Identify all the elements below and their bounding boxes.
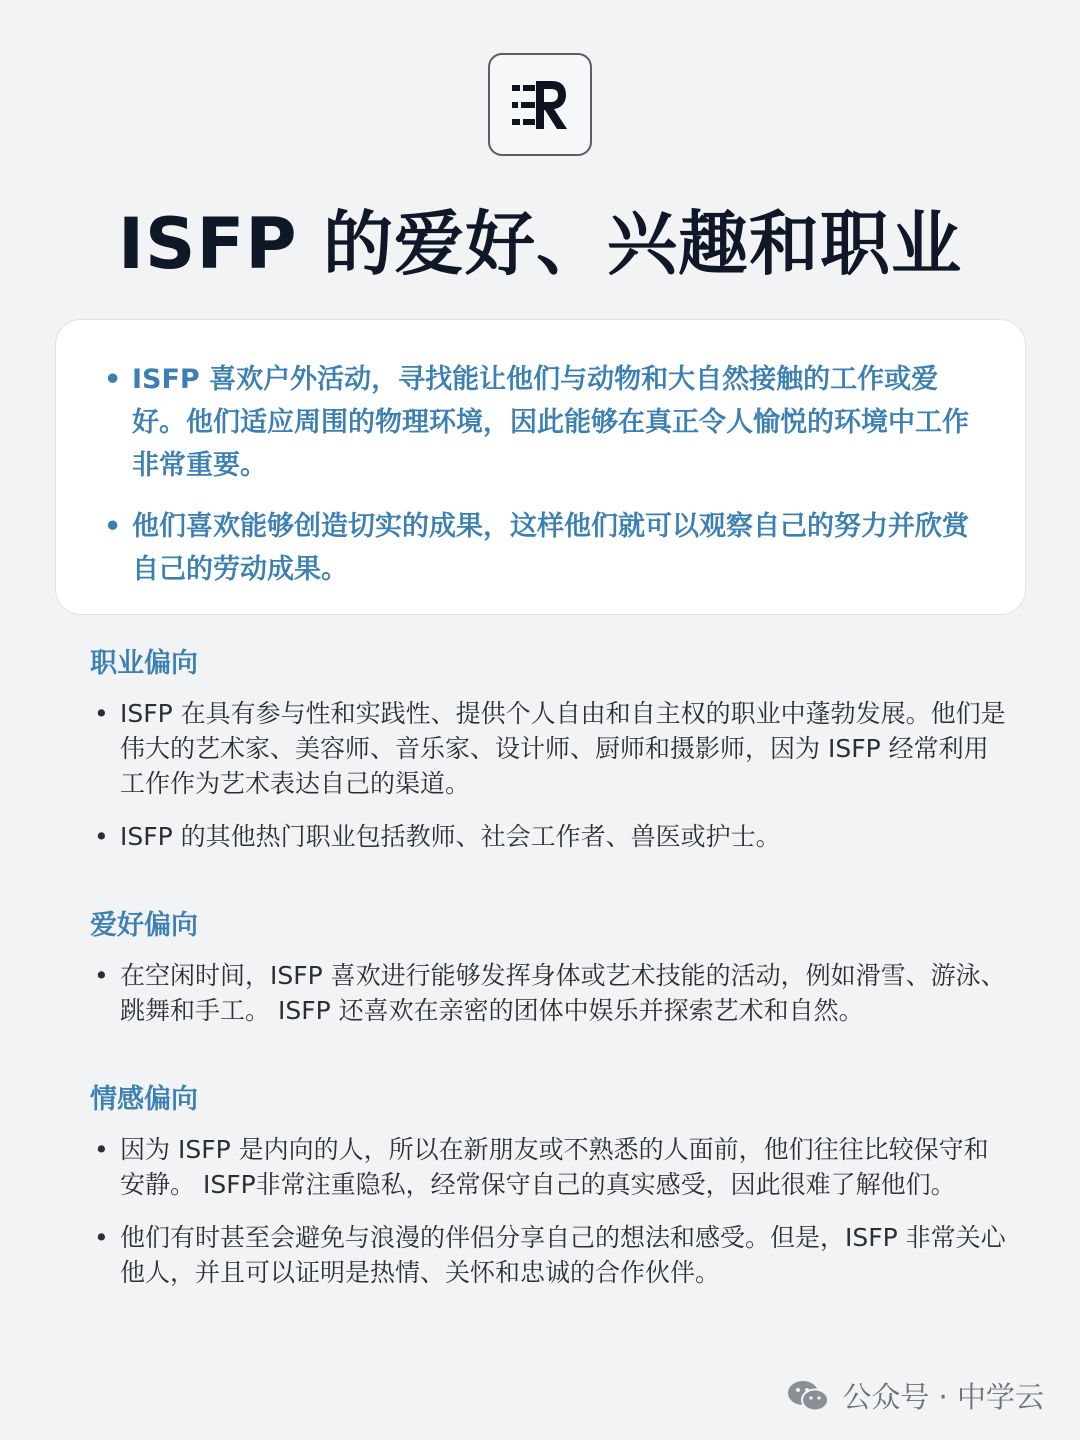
section-heading-hobby: 爱好偏向 — [90, 910, 198, 941]
list-item: • 他们有时甚至会避免与浪漫的伴侣分享自己的想法和感受。但是，ISFP 非常关心他人，并且可以证明是热情、关怀和忠诚的合作伙伴。 — [90, 1220, 1010, 1290]
emotion-section — [90, 1080, 1010, 1308]
intro-item: • 他们喜欢能够创造切实的成果，这样他们就可以观察自己的努力并欣赏自己的劳动成果。 — [104, 505, 991, 591]
footer-watermark — [786, 1375, 1044, 1416]
list-item: • ISFP 在具有参与性和实践性、提供个人自由和自主权的职业中蓬勃发展。他们是伟大的艺术家、美容师、音乐家、设计师、厨师和摄影师，因为 ISFP 经常利用工作作为艺术表达自己的渠道。 — [90, 696, 1010, 801]
hobby-section — [90, 906, 1010, 1046]
intro-card — [55, 319, 1026, 615]
page-title: ISFP 的爱好、兴趣和职业 — [118, 203, 962, 285]
brand-logo — [488, 53, 592, 156]
intro-item: • ISFP 喜欢户外活动，寻找能让他们与动物和大自然接触的工作或爱好。他们适应周围的物理环境，因此能够在真正令人愉悦的环境中工作非常重要。 — [104, 358, 991, 487]
section-heading-career: 职业偏向 — [90, 648, 198, 679]
wechat-icon — [786, 1378, 830, 1414]
list-item: • 因为 ISFP 是内向的人，所以在新朋友或不熟悉的人面前，他们往往比较保守和安静。 ISFP非常注重隐私，经常保守自己的真实感受，因此很难了解他们。 — [90, 1132, 1010, 1202]
list-item: • 在空闲时间，ISFP 喜欢进行能够发挥身体或艺术技能的活动，例如滑雪、游泳、跳舞和手工。 ISFP 还喜欢在亲密的团体中娱乐并探索艺术和自然。 — [90, 958, 1010, 1028]
section-heading-emotion: 情感偏向 — [90, 1084, 198, 1115]
er-logo-icon — [510, 77, 570, 133]
career-section — [90, 644, 1010, 872]
footer-text: 公众号 · 中学云 — [842, 1380, 1044, 1414]
list-item: • ISFP 的其他热门职业包括教师、社会工作者、兽医或护士。 — [90, 819, 1010, 854]
